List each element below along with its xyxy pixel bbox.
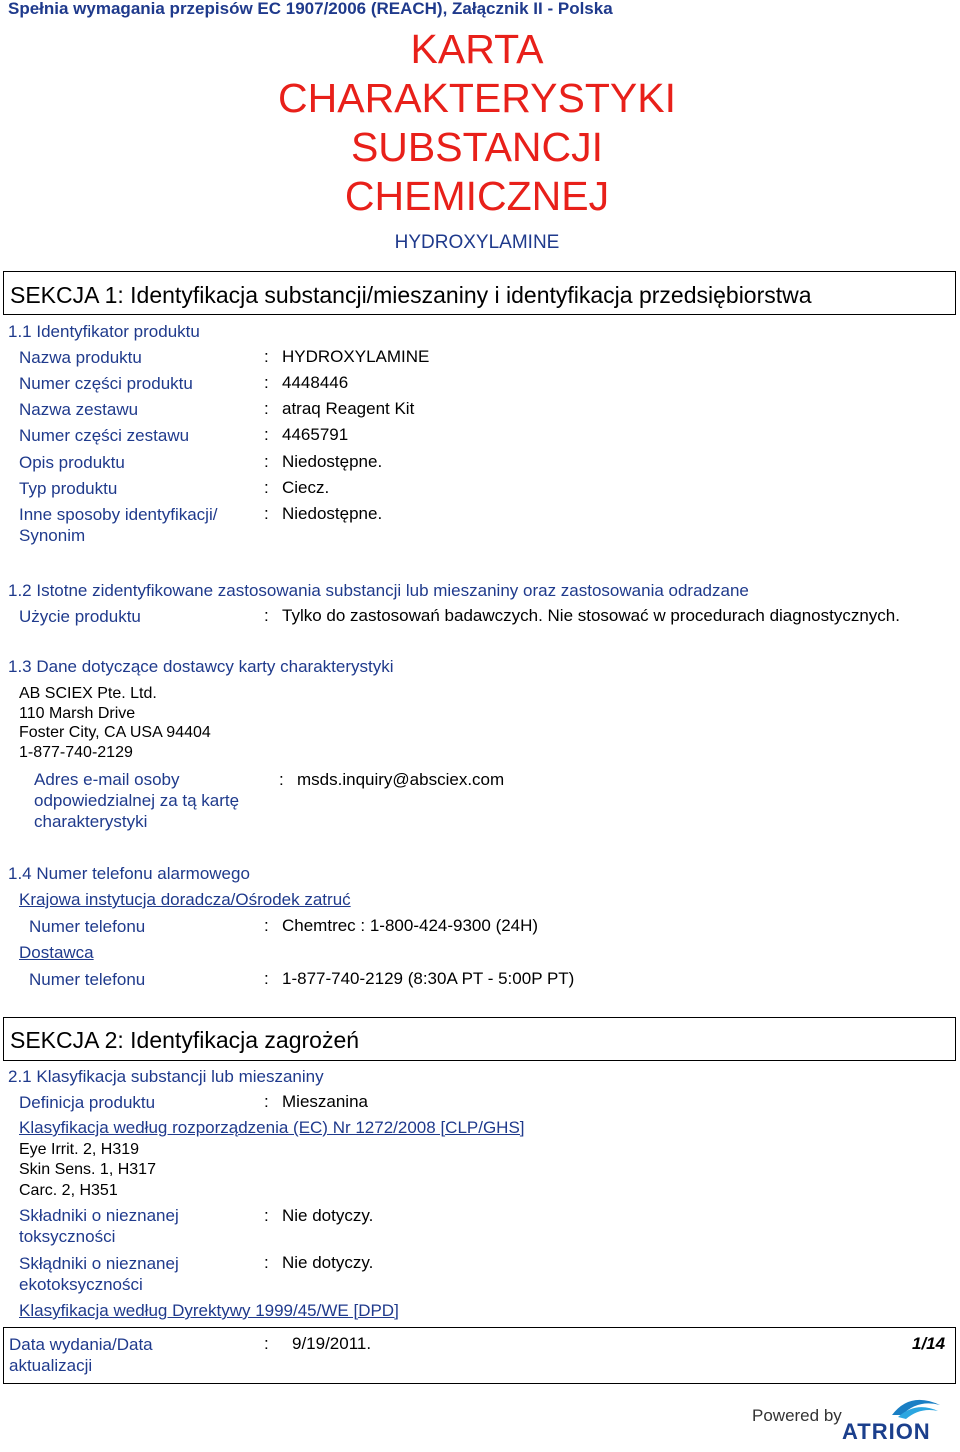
field-value-product-use: Tylko do zastosowań badawczych. Nie stosować w procedurach diagnostycznych.	[282, 606, 900, 625]
field-label-product-use: Użycie produktu	[19, 607, 141, 626]
section-1-heading: SEKCJA 1: Identyfikacja substancji/mieszaniny i identyfikacja przedsiębiorstwa	[10, 282, 812, 308]
field-value-kit-name: atraq Reagent Kit	[282, 399, 415, 418]
supplier-address-line: Foster City, CA USA 94404	[19, 724, 211, 741]
national-center-heading: Krajowa instytucja doradcza/Ośrodek zatruć	[19, 890, 351, 909]
field-value-product-name: HYDROXYLAMINE	[282, 347, 430, 366]
field-colon: :	[264, 478, 269, 497]
field-colon: :	[264, 425, 269, 444]
field-colon: :	[264, 606, 269, 625]
supplier-address-line: AB SCIEX Pte. Ltd.	[19, 685, 157, 702]
field-colon: :	[264, 969, 269, 988]
atrion-logo	[840, 1393, 956, 1445]
supplier-phone: 1-877-740-2129	[19, 744, 133, 761]
footer-date-label: Data wydania/Data	[9, 1335, 153, 1354]
atrion-logo-text: ATRION	[842, 1419, 931, 1444]
field-value-product-part-number: 4448446	[282, 373, 349, 392]
field-value-product-type: Ciecz.	[282, 478, 330, 497]
footer-date-label: aktualizacji	[9, 1356, 93, 1375]
email-link[interactable]: msds.inquiry@absciex.com	[297, 770, 505, 789]
document-title-line-2: CHARAKTERYSTYKI	[278, 75, 676, 121]
field-colon: :	[264, 1334, 269, 1353]
field-colon: :	[264, 452, 269, 471]
field-colon: :	[264, 347, 269, 366]
field-value-unknown-ecotoxicity: Nie dotyczy.	[282, 1253, 374, 1272]
field-colon: :	[264, 1092, 269, 1111]
dpd-classification-heading: Klasyfikacja według Dyrektywy 1999/45/WE [DPD]	[19, 1301, 399, 1320]
field-label-unknown-toxicity: Składniki o nieznanej	[19, 1206, 179, 1225]
hazard-classification-item: Skin Sens. 1, H317	[19, 1161, 156, 1178]
field-value-kit-part-number: 4465791	[282, 425, 349, 444]
field-label-product-part-number: Numer części produktu	[19, 374, 193, 393]
hazard-classification-item: Eye Irrit. 2, H319	[19, 1141, 140, 1158]
field-label-kit-name: Nazwa zestawu	[19, 400, 139, 419]
field-label-product-type: Typ produktu	[19, 479, 118, 498]
field-colon: :	[264, 504, 269, 523]
field-label-email: charakterystyki	[34, 812, 148, 831]
field-value-product-description: Niedostępne.	[282, 452, 383, 471]
subsection-1-4-title: 1.4 Numer telefonu alarmowego	[8, 864, 250, 883]
hazard-classification-item: Carc. 2, H351	[19, 1182, 118, 1199]
field-label-phone: Numer telefonu	[29, 917, 146, 936]
document-title-line-4: CHEMICZNEJ	[344, 173, 610, 219]
subsection-1-1-title: 1.1 Identyfikator produktu	[8, 322, 200, 341]
field-label-phone: Numer telefonu	[29, 970, 146, 989]
field-label-kit-part-number: Numer części zestawu	[19, 426, 190, 445]
section-2-heading: SEKCJA 2: Identyfikacja zagrożeń	[10, 1027, 360, 1053]
supplier-heading: Dostawca	[19, 943, 94, 962]
subsection-1-3-title: 1.3 Dane dotyczące dostawcy karty charakterystyki	[8, 657, 394, 676]
page-number: 1/14	[912, 1334, 946, 1353]
field-label-unknown-ecotoxicity: Skłądniki o nieznanej	[19, 1254, 179, 1273]
field-label-synonym: Synonim	[19, 526, 86, 545]
field-label-product-definition: Definicja produktu	[19, 1093, 156, 1112]
subsection-1-2-title: 1.2 Istotne zidentyfikowane zastosowania substancji lub mieszaniny oraz zastosowania odradzane	[8, 581, 749, 600]
product-subtitle: HYDROXYLAMINE	[394, 232, 560, 253]
regulation-banner: Spełnia wymagania przepisów EC 1907/2006 (REACH), Załącznik II - Polska	[8, 0, 613, 18]
field-colon: :	[279, 770, 284, 789]
field-label-product-description: Opis produktu	[19, 453, 125, 472]
field-label-unknown-ecotoxicity: ekotoksyczności	[19, 1275, 143, 1294]
field-label-email: Adres e-mail osoby	[34, 770, 180, 789]
field-value-unknown-toxicity: Nie dotyczy.	[282, 1206, 374, 1225]
field-value-emergency-phone: Chemtrec : 1-800-424-9300 (24H)	[282, 916, 539, 935]
subsection-2-1-title: 2.1 Klasyfikacja substancji lub mieszaniny	[8, 1067, 324, 1086]
field-colon: :	[264, 399, 269, 418]
field-label-unknown-toxicity: toksyczności	[19, 1227, 116, 1246]
field-value-other-identification: Niedostępne.	[282, 504, 383, 523]
field-colon: :	[264, 373, 269, 392]
footer-date-value: 9/19/2011.	[292, 1334, 372, 1353]
clp-classification-heading: Klasyfikacja według rozporządzenia (EC) Nr 1272/2008 [CLP/GHS]	[19, 1118, 525, 1137]
field-colon: :	[264, 916, 269, 935]
field-colon: :	[264, 1253, 269, 1272]
powered-by-label: Powered by	[752, 1406, 842, 1425]
document-title-line-3: SUBSTANCJI	[350, 124, 604, 170]
field-value-product-definition: Mieszanina	[282, 1092, 368, 1111]
field-label-product-name: Nazwa produktu	[19, 348, 142, 367]
field-colon: :	[264, 1206, 269, 1225]
field-value-supplier-phone: 1-877-740-2129 (8:30A PT - 5:00P PT)	[282, 969, 575, 988]
field-label-other-identification: Inne sposoby identyfikacji/	[19, 505, 218, 524]
field-label-email: odpowiedzialnej za tą kartę	[34, 791, 240, 810]
document-title-line-1: KARTA	[410, 26, 544, 72]
supplier-address-line: 110 Marsh Drive	[19, 705, 136, 722]
